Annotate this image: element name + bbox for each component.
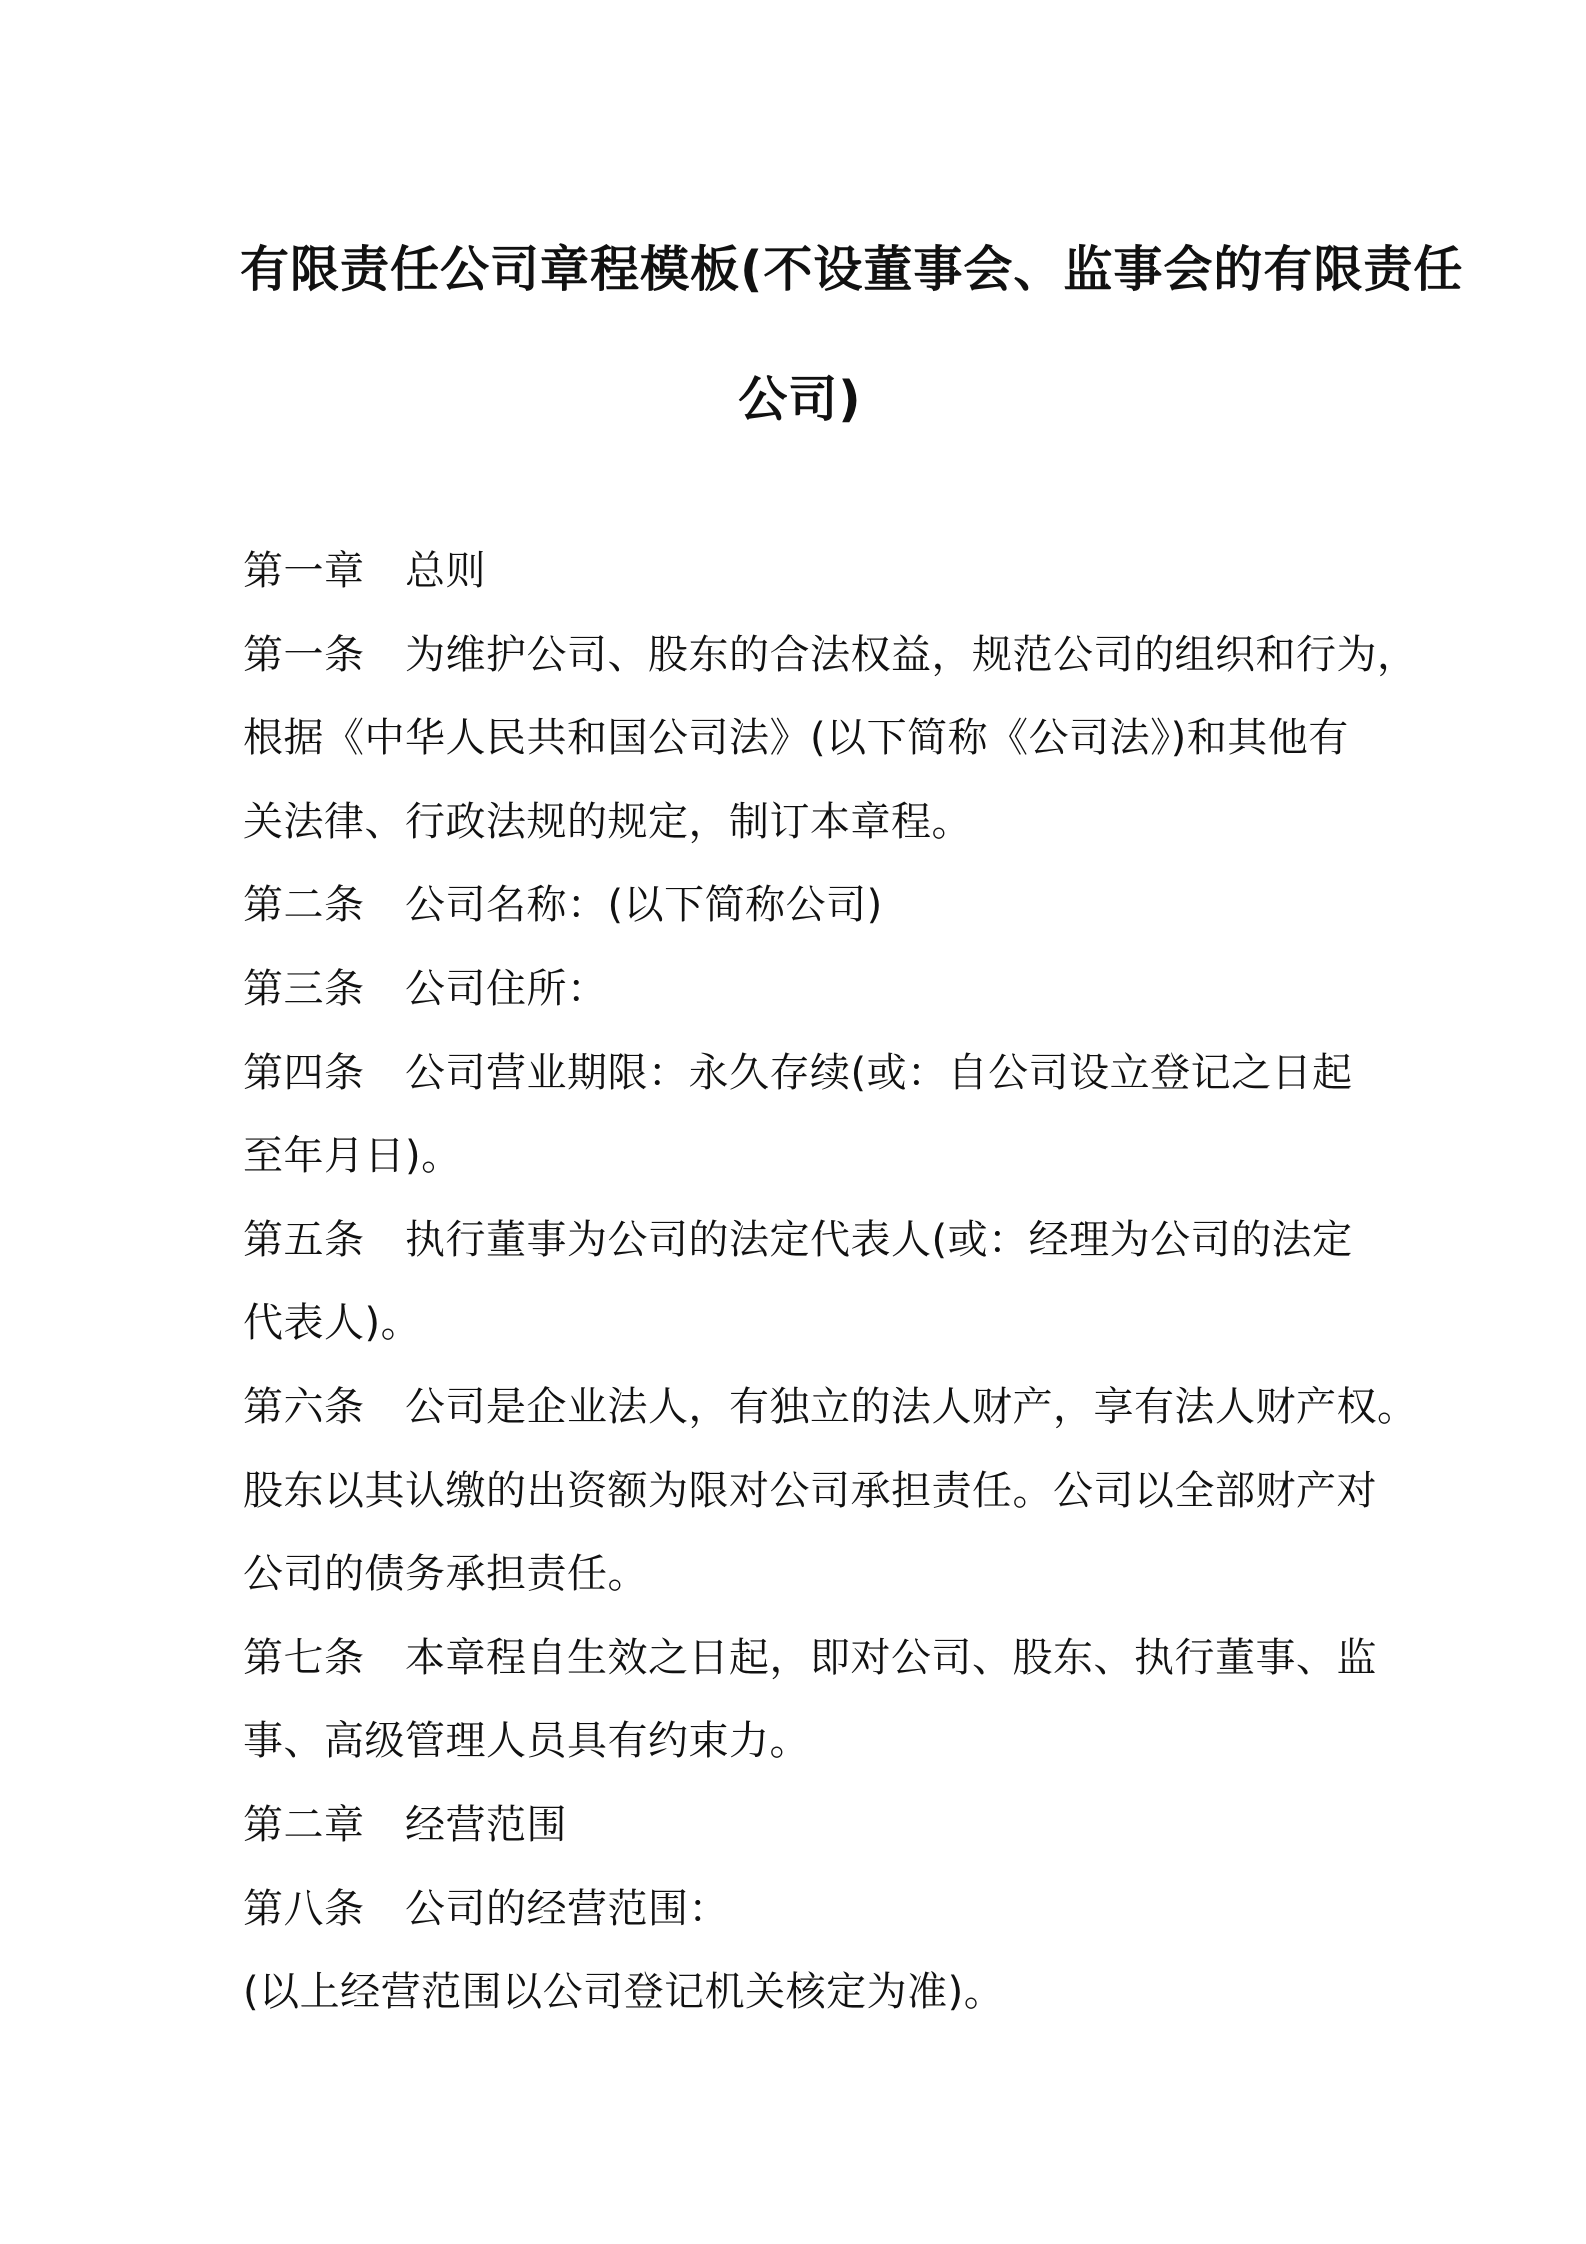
- title-line-2: 公司): [738, 371, 862, 428]
- article-continuation: 至年月日)。: [243, 1133, 462, 1180]
- article-line: [243, 1032, 1358, 1116]
- article-label: 第三条: [243, 965, 365, 1012]
- title-line-1: 有限责任公司章程模板(不设董事会、监事会的有限责任: [240, 241, 1464, 298]
- article-text: 公司名称：(以下简称公司): [405, 882, 883, 929]
- article-text: 公司是企业法人，有独立的法人财产，享有法人财产权。: [405, 1383, 1418, 1430]
- article-label: 第八条: [243, 1885, 365, 1932]
- article-label: 第五条: [243, 1216, 365, 1263]
- article-text: 执行董事为公司的法定代表人(或：经理为公司的法定: [405, 1216, 1353, 1263]
- document-body: [243, 530, 1418, 2035]
- article-line: [243, 1617, 1377, 1701]
- article-label: 第四条: [243, 1049, 365, 1096]
- chapter-heading: [243, 1784, 1358, 1868]
- article-line: [243, 614, 1418, 698]
- article-continuation: 事、高级管理人员具有约束力。: [243, 1718, 810, 1765]
- chapter-title: 总则: [405, 548, 486, 594]
- article-line: [243, 864, 1358, 948]
- chapter-label: 第一章: [243, 548, 365, 594]
- article-label: 第二条: [243, 882, 365, 929]
- article-line: [243, 1366, 1418, 1450]
- article-continuation: 关法律、行政法规的规定，制订本章程。: [243, 798, 972, 845]
- chapter-title: 经营范围: [405, 1801, 567, 1848]
- article-text: 本章程自生效之日起，即对公司、股东、执行董事、监: [405, 1634, 1377, 1681]
- article-continuation: 股东以其认缴的出资额为限对公司承担责任。公司以全部财产对: [243, 1467, 1377, 1514]
- article-continuation: 公司的债务承担责任。: [243, 1551, 648, 1598]
- article-continuation: 代表人)。: [243, 1300, 422, 1347]
- article-text: 公司住所：: [405, 965, 608, 1012]
- article-text: 公司营业期限：永久存续(或：自公司设立登记之日起: [405, 1049, 1353, 1096]
- document-title: [240, 205, 1464, 465]
- chapter-heading: [243, 530, 1358, 614]
- article-line: [243, 1199, 1358, 1283]
- article-line: [243, 948, 1358, 1032]
- article-continuation: 根据《中华人民共和国公司法》(以下简称《公司法》)和其他有: [243, 715, 1349, 762]
- article-label: 第一条: [243, 631, 365, 678]
- article-line: [243, 1868, 1358, 1952]
- article-label: 第七条: [243, 1634, 365, 1681]
- chapter-label: 第二章: [243, 1801, 365, 1848]
- article-continuation: (以上经营范围以公司登记机关核定为准)。: [243, 1969, 1005, 2016]
- article-text: 为维护公司、股东的合法权益，规范公司的组织和行为，: [405, 631, 1418, 678]
- article-label: 第六条: [243, 1383, 365, 1430]
- article-text: 公司的经营范围：: [405, 1885, 729, 1932]
